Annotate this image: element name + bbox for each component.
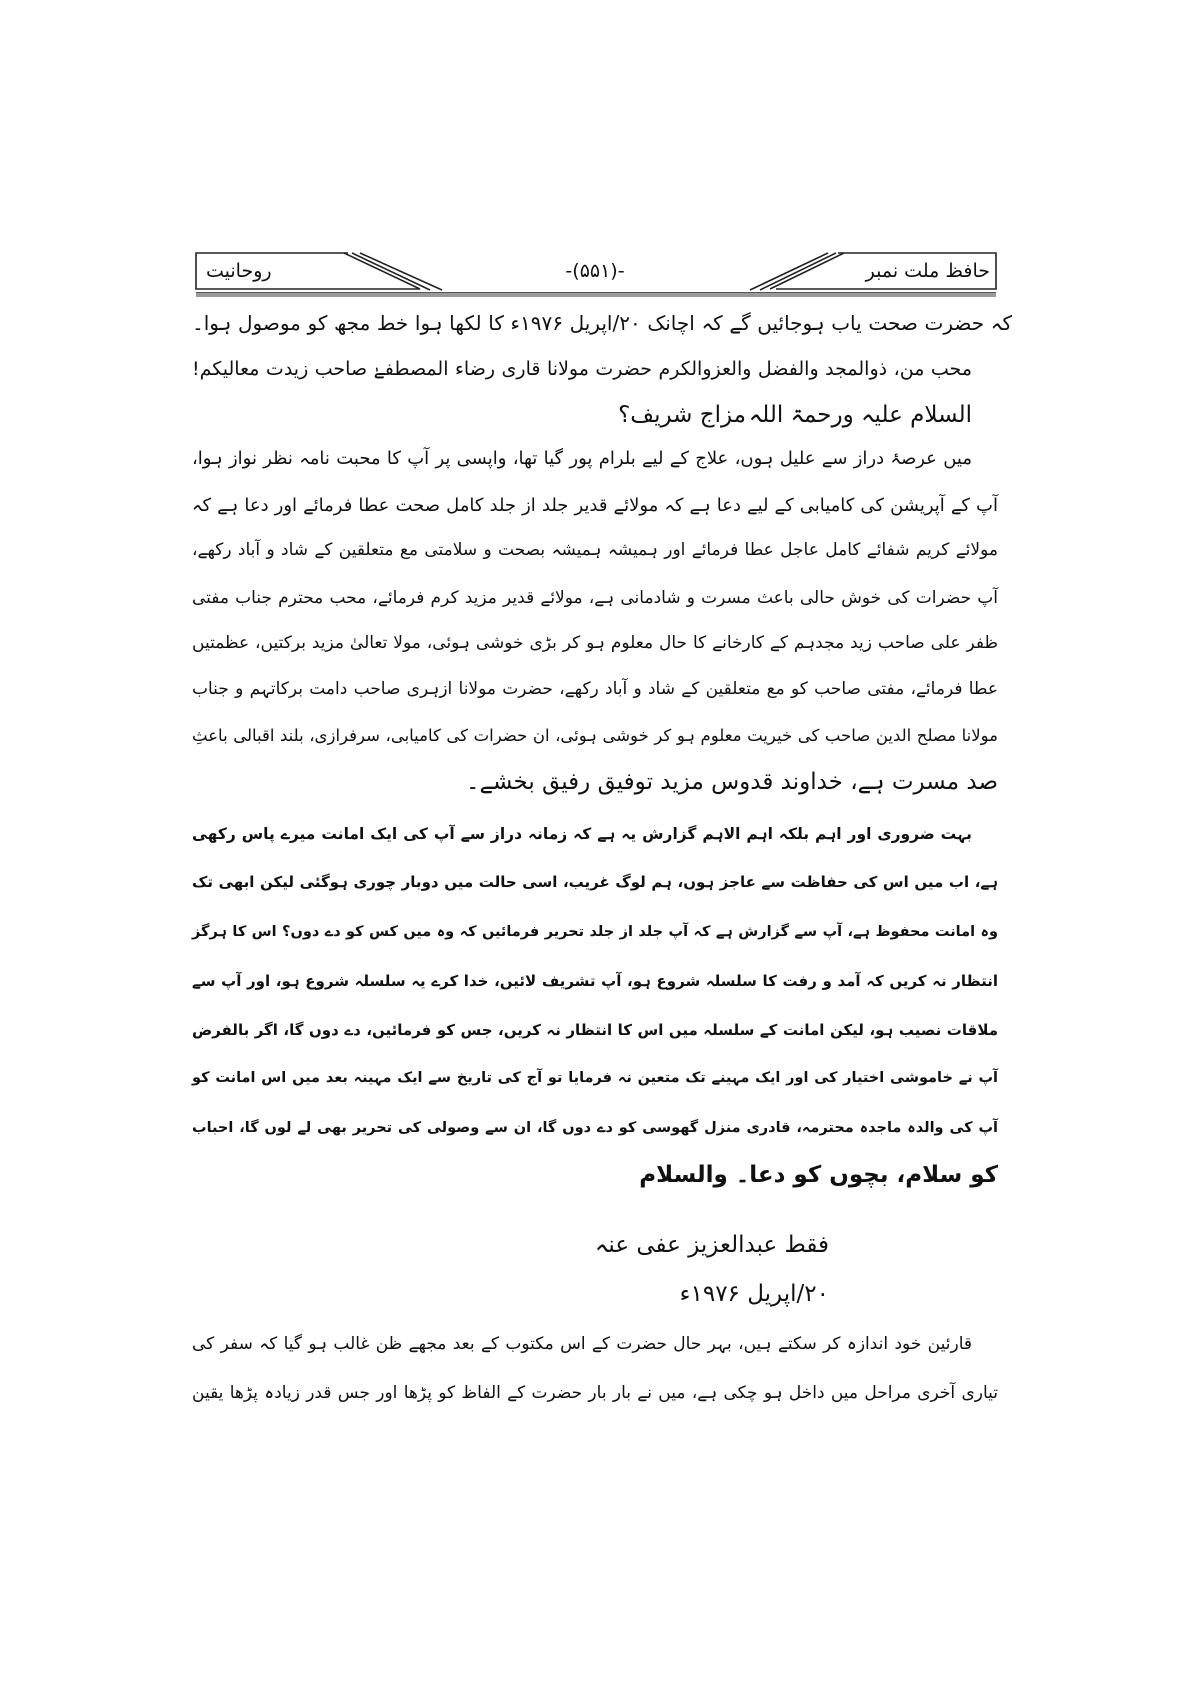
body-line: کہ حضرت صحت یاب ہوجائیں گے کہ اچانک ۲۰/اپریل ۱۹۷۶ء کا لکھا ہوا خط مجھ کو موصول ہوا۔	[192, 311, 1013, 335]
body-line: تیاری آخری مراحل میں داخل ہو چکی ہے، میں نے بار بار حضرت کے الفاظ کو پڑھا اور جس قدر زیادہ پڑھا یقین	[192, 1383, 998, 1403]
request-line: بہت ضروری اور اہم بلکہ اہم الاہم گزارش یہ ہے کہ زمانہ دراز سے آپ کی ایک امانت میرے پاس رکھی	[192, 825, 972, 843]
request-line: آپ کی والدہ ماجدہ محترمہ، قادری منزل گھوسی کو دے دوں گا، ان سے وصولی کی تحریر بھی لے لوں گا، احباب	[192, 1120, 998, 1136]
request-line: آپ نے خاموشی اختیار کی اور ایک مہینے تک متعین نہ فرمایا تو آج کی تاریخ سے ایک مہینہ بعد میں اس امانت کو	[192, 1070, 998, 1086]
publication-title: حافظ ملت نمبر	[865, 260, 990, 282]
closing-line: کو سلام، بچوں کو دعا۔ والسلام	[639, 1162, 998, 1188]
body-line: مولائے کریم شفائے کامل عاجل عطا فرمائے اور ہمیشہ ہمیشہ بصحت و سلامتی مع متعلقین کے شاد و آباد رکھے،	[192, 540, 998, 560]
section-title: روحانیت	[206, 260, 272, 282]
body-line: آپ حضرات کی خوش حالی باعث مسرت و شادمانی ہے، مولائے قدیر مزید کرم فرمائے، محب محترم جناب مفتی	[192, 588, 998, 608]
body-line: قارئین خود اندازہ کر سکتے ہیں، بہر حال حضرت کے اس مکتوب کے بعد مجھے ظن غالب ہو گیا کہ سفر کی	[192, 1334, 972, 1354]
request-line: انتظار نہ کریں کہ آمد و رفت کا سلسلہ شروع ہو، آپ تشریف لائیں، خدا کرے یہ سلسلہ شروع ہو، اور آپ سے	[192, 972, 998, 990]
body-line: صد مسرت ہے، خداوند قدوس مزید توفیق رفیق بخشے۔	[466, 769, 998, 795]
salutation-line: محب من، ذوالمجد والفضل والعزوالکرم حضرت مولانا قاری رضاء المصطفےٰ صاحب زیدت معالیکم!	[192, 358, 972, 380]
body-line: ظفر علی صاحب زید مجدہم کے کارخانے کا حال معلوم ہو کر بڑی خوشی ہوئی، مولا تعالیٰ مزید برکتیں، عظمتیں	[192, 633, 998, 653]
body-line: آپ کے آپریشن کی کامیابی کے لیے دعا ہے کہ مولائے قدیر جلد از جلد کامل صحت عطا فرمائے اور دعا ہے کہ	[192, 495, 998, 516]
request-line: ہے، اب میں اس کی حفاظت سے عاجز ہوں، ہم لوگ غریب، اسی حالت میں دوبار چوری ہوگئی لیکن ابھی تک	[192, 873, 998, 891]
greeting-salam: السلام علیہ ورحمۃ اللہ	[748, 402, 972, 428]
body-line: میں عرصۂ دراز سے علیل ہوں، علاج کے لیے بلرام پور گیا تھا، واپسی پر آپ کا محبت نامہ نظر نواز ہوا،	[192, 448, 972, 469]
greeting-mizaj: مزاج شریف؟	[618, 402, 746, 428]
request-line: ملاقات نصیب ہو، لیکن امانت کے سلسلہ میں اس کا انتظار نہ کریں، جس کو فرمائیں، دے دوں گا، اگر بالفرض	[192, 1021, 998, 1039]
request-line: وہ امانت محفوظ ہے، آپ سے گزارش ہے کہ آپ جلد از جلد تحریر فرمائیں کہ وہ میں کس کو دے دوں؟ اس کا ہرگز	[192, 924, 998, 940]
body-line: عطا فرمائے، مفتی صاحب کو مع متعلقین کے شاد و آباد رکھے، حضرت مولانا ازہری صاحب دامت برکاتہم و جناب	[192, 679, 998, 699]
body-line: مولانا مصلح الدین صاحب کی خیریت معلوم ہو کر خوشی ہوئی، ان حضرات کی کامیابی، سرفرازی، بلند اقبالی باعثِ	[192, 726, 998, 745]
page-number: -(۵۵۱)-	[565, 260, 625, 282]
signature: فقط عبدالعزیز عفی عنہ	[594, 1232, 829, 1258]
letter-date: ۲۰/اپریل ۱۹۷۶ء	[679, 1281, 829, 1307]
